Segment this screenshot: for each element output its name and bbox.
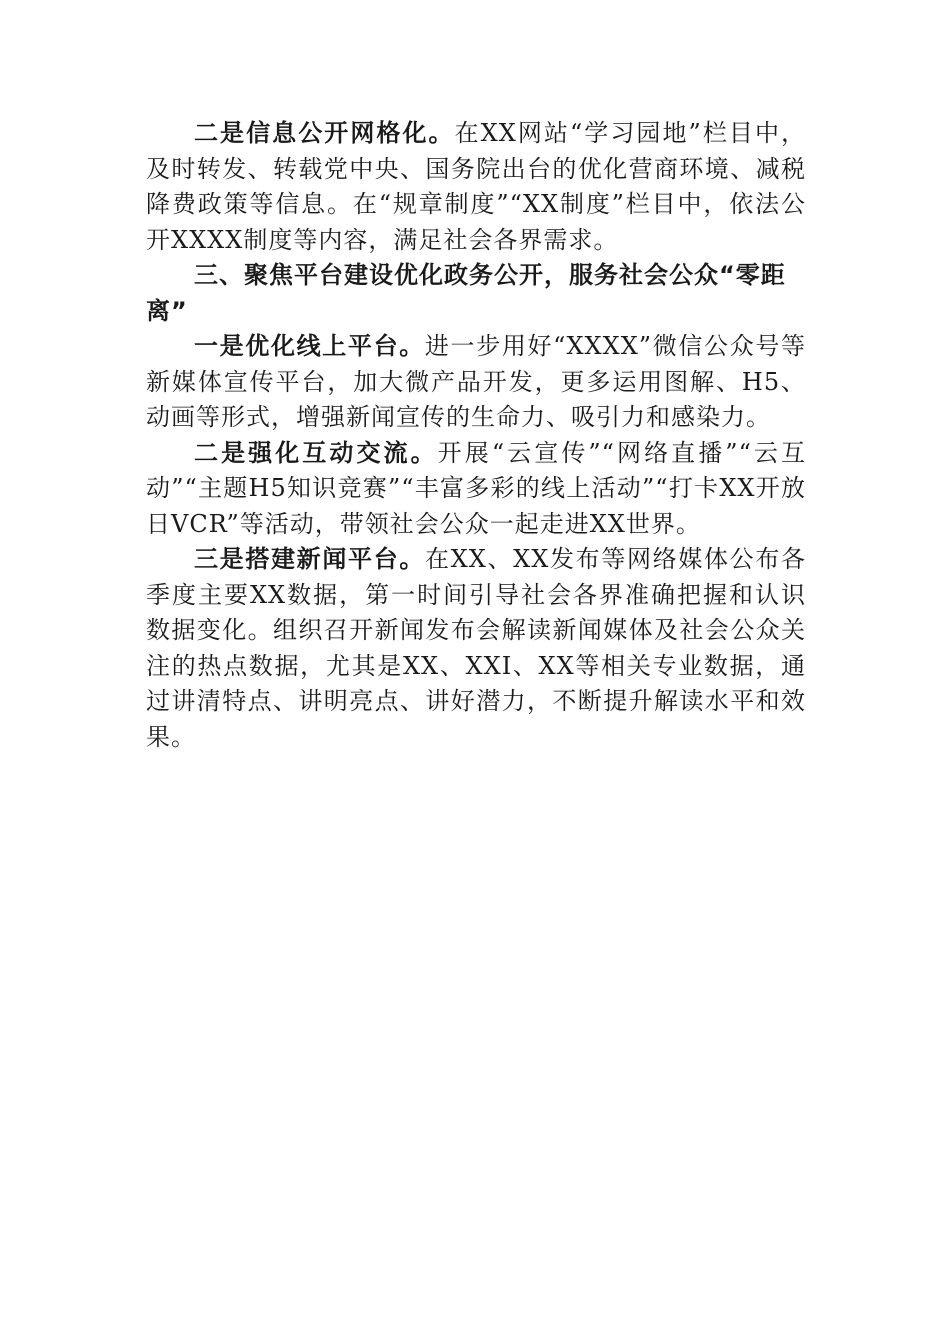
paragraph-info-disclosure [146, 116, 806, 258]
paragraph-interaction [146, 436, 806, 543]
paragraph-lead: 二是强化互动交流。 [194, 438, 438, 467]
section-heading: 三、聚焦平台建设优化政务公开，服务社会公众“零距离” [146, 261, 786, 325]
paragraph-body: 进一步用好“XXXX”微信公众号等新媒体宣传平台，加大微产品开发，更多运用图解、H5、动画等形式，增强新闻宣传的生命力、吸引力和感染力。 [146, 332, 806, 431]
paragraph-lead: 三是搭建新闻平台。 [194, 545, 425, 573]
paragraph-body: 在XX、XX发布等网络媒体公布各季度主要XX数据，第一时间引导社会各界准确把握和认识数据变化。组织召开新闻发布会解读新闻媒体及社会公众关注的热点数据，尤其是XX、XXI、XX等相关专业数据，通过讲清特点、讲明亮点、讲好潜力，不断提升解读水平和效果。 [146, 545, 807, 751]
paragraph-body: 开展“云宣传”“网络直播”“云互动”“主题H5知识竞赛”“丰富多彩的线上活动”“打卡XX开放日VCR”等活动，带领社会公众一起走进XX世界。 [146, 438, 806, 538]
paragraph-news-platform [146, 542, 806, 755]
paragraph-online-platform [146, 329, 806, 436]
paragraph-body: 在XX网站“学习园地”栏目中，及时转发、转载党中央、国务院出台的优化营商环境、减税降费政策等信息。在“规章制度”“XX制度”栏目中，依法公开XXXX制度等内容，满足社会各界需求。 [146, 119, 806, 254]
paragraph-lead: 一是优化线上平台。 [194, 332, 425, 360]
document-page [146, 116, 806, 755]
paragraph-lead: 二是信息公开网格化。 [194, 119, 455, 147]
